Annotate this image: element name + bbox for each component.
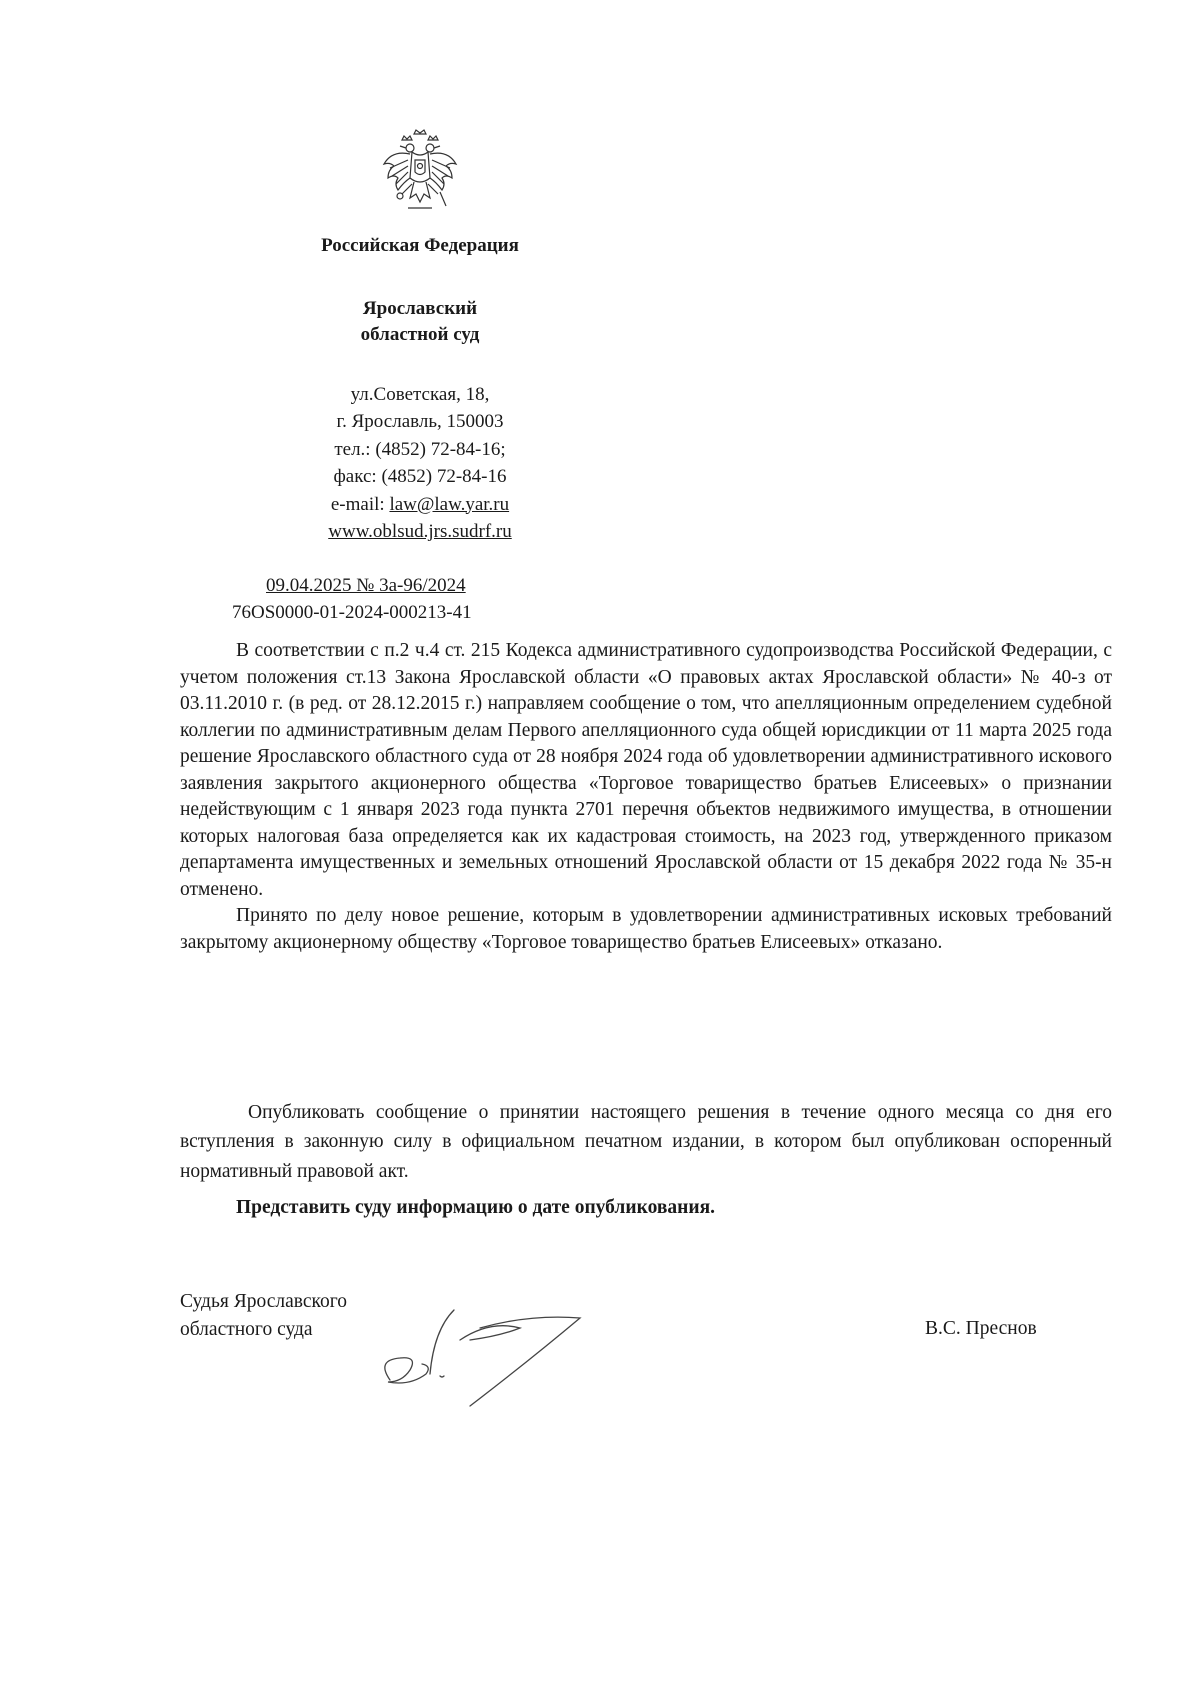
body-paragraph-3: Опубликовать сообщение о принятии настоящего решения в течение одного месяца со дня его вступления в законную силу в официальном печатном издании, в котором был опубликован оспоренный нормативный правовой акт. [180, 1102, 1112, 1182]
address-phone: тел.: (4852) 72-84-16; [334, 438, 506, 460]
handwritten-signature [370, 1290, 630, 1410]
website-link[interactable]: www.oblsud.jrs.sudrf.ru [328, 520, 512, 542]
address-website-line [250, 518, 590, 545]
address-city: г. Ярославль, 150003 [336, 411, 504, 433]
email-link[interactable]: law@law.yar.ru [389, 493, 510, 515]
court-name [250, 296, 590, 349]
signer-name: В.С. Преснов [925, 1318, 1037, 1339]
coat-of-arms-icon [380, 128, 460, 213]
country-name: Российская Федерация [321, 235, 519, 256]
address-street: ул.Советская, 18, [350, 384, 490, 406]
body-paragraph-4: Представить суду информацию о дате опубликования. [236, 1197, 716, 1218]
letter-body [180, 638, 1112, 956]
signer-title [180, 1288, 347, 1345]
date-and-number: 09.04.2025 № 3а-96/2024 [266, 575, 466, 596]
address-email-line [250, 491, 590, 518]
signer-title-line2: областного суда [180, 1319, 313, 1341]
case-identifier: 76OS0000-01-2024-000213-41 [232, 601, 472, 623]
court-name-line1: Ярославский [362, 297, 478, 319]
court-name-line2: областной суд [360, 324, 480, 346]
address-fax: факс: (4852) 72-84-16 [333, 466, 507, 488]
body-paragraph-2: Принято по делу новое решение, которым в удовлетворении административных исковых требований закрытому акционерному обществу «Торговое товарищество братьев Елисеевых» отказано. [180, 905, 1112, 953]
signer-title-line1: Судья Ярославского [180, 1291, 347, 1312]
body-paragraph-1: В соответствии с п.2 ч.4 ст. 215 Кодекса административного судопроизводства Российской Федерации, с учетом положения ст.13 Закона Ярославской области «О правовых актах Ярославской области» № 40-з от 03.11.2010 г. (в ред. от 28.12.2015 г.) направляем сообщение о том, что апелляционным определением судебной коллегии по административным делам Первого апелляционного суда общей юрисдикции от 11 марта 2025 года решение Ярославского областного суда от 28 ноября 2024 года об удовлетворении административного искового заявления закрытого акционерного общества «Торговое товарищество братьев Елисеевых» о признании недействующим с 1 января 2023 года пункта 2701 перечня объектов недвижимого имущества, в отношении которых налоговая база определяется как их кадастровая стоимость, на 2023 год, утвержденного приказом департамента имущественных и земельных отношений Ярославской области от 15 декабря 2022 года № 35-н отменено. [180, 640, 1112, 900]
court-address [250, 381, 590, 545]
document-reference [232, 573, 572, 626]
court-header [250, 232, 590, 545]
email-label: e-mail: [330, 493, 390, 515]
